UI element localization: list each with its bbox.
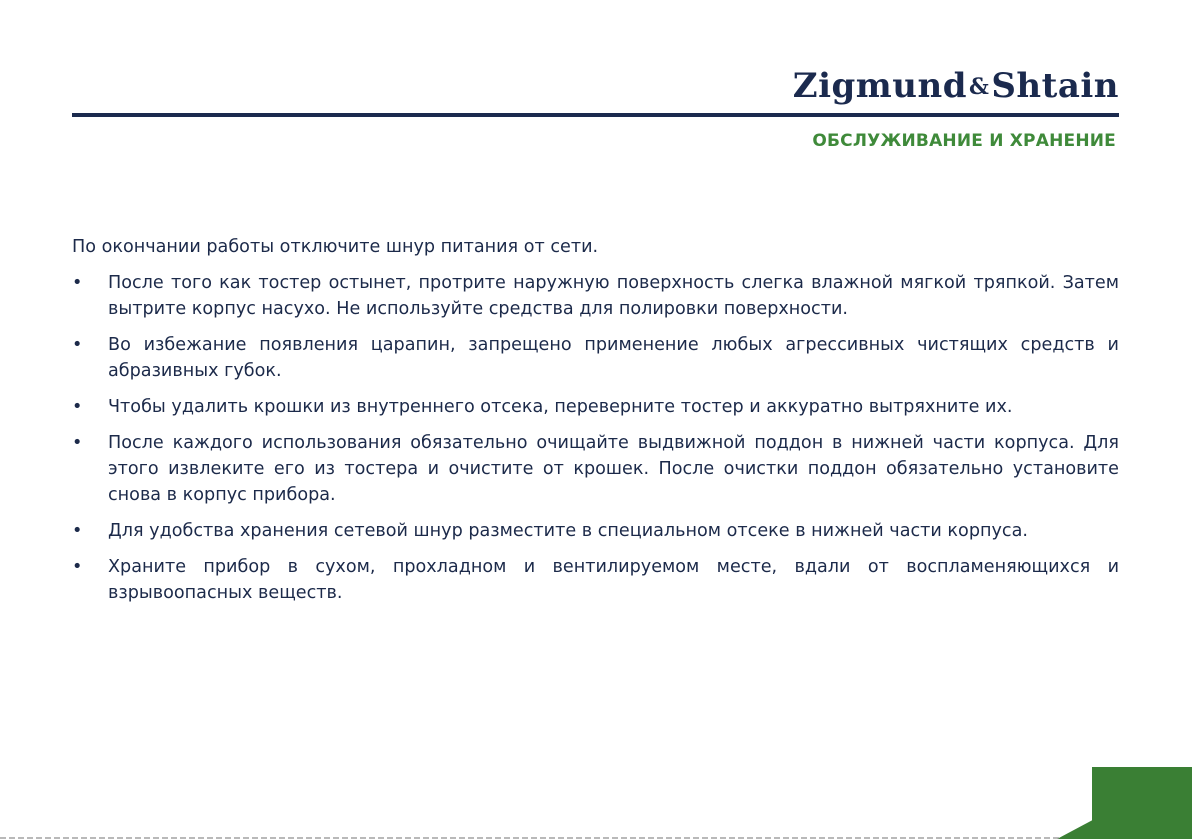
list-item-text: Для удобства хранения сетевой шнур разместите в специальном отсеке в нижней части корпуса.	[108, 521, 1028, 541]
list-item	[72, 518, 1119, 544]
bullet-icon: •	[72, 557, 83, 577]
instructions-list	[72, 270, 1119, 606]
bullet-icon: •	[72, 521, 83, 541]
brand-logo	[793, 66, 1119, 107]
list-item-text: Во избежание появления царапин, запрещено применение любых агрессивных чистящих средств и абразивных губок.	[108, 335, 1119, 381]
list-item	[72, 394, 1119, 420]
list-item	[72, 270, 1119, 322]
bullet-icon: •	[72, 397, 83, 417]
intro-text: По окончании работы отключите шнур питания от сети.	[72, 237, 599, 257]
logo-second: Shtain	[991, 66, 1119, 106]
list-item-text: После каждого использования обязательно очищайте выдвижной поддон в нижней части корпуса. Для этого извлеките его из тостера и очистите от крошек. После очистки поддон обязательно установите снова в корпус прибора.	[108, 433, 1119, 505]
bullet-icon: •	[72, 433, 83, 453]
bullet-icon: •	[72, 273, 83, 293]
section-title: ОБСЛУЖИВАНИЕ И ХРАНЕНИЕ	[812, 131, 1116, 151]
list-item	[72, 554, 1119, 606]
list-item-text: Чтобы удалить крошки из внутреннего отсека, переверните тостер и аккуратно вытряхните их.	[108, 397, 1013, 417]
list-item-text: Храните прибор в сухом, прохладном и вентилируемом месте, вдали от воспламеняющихся и взрывоопасных веществ.	[108, 557, 1119, 603]
list-item-text: После того как тостер остынет, протрите наружную поверхность слегка влажной мягкой тряпкой. Затем вытрите корпус насухо. Не используйте средства для полировки поверхности.	[108, 273, 1119, 319]
list-item	[72, 332, 1119, 384]
bullet-icon: •	[72, 335, 83, 355]
logo-main: Zigmund	[792, 66, 967, 106]
header-divider	[72, 113, 1119, 117]
logo-ampersand: &	[968, 74, 990, 100]
main-content	[72, 234, 1119, 616]
list-item	[72, 430, 1119, 508]
corner-decoration-fill	[1092, 767, 1192, 839]
